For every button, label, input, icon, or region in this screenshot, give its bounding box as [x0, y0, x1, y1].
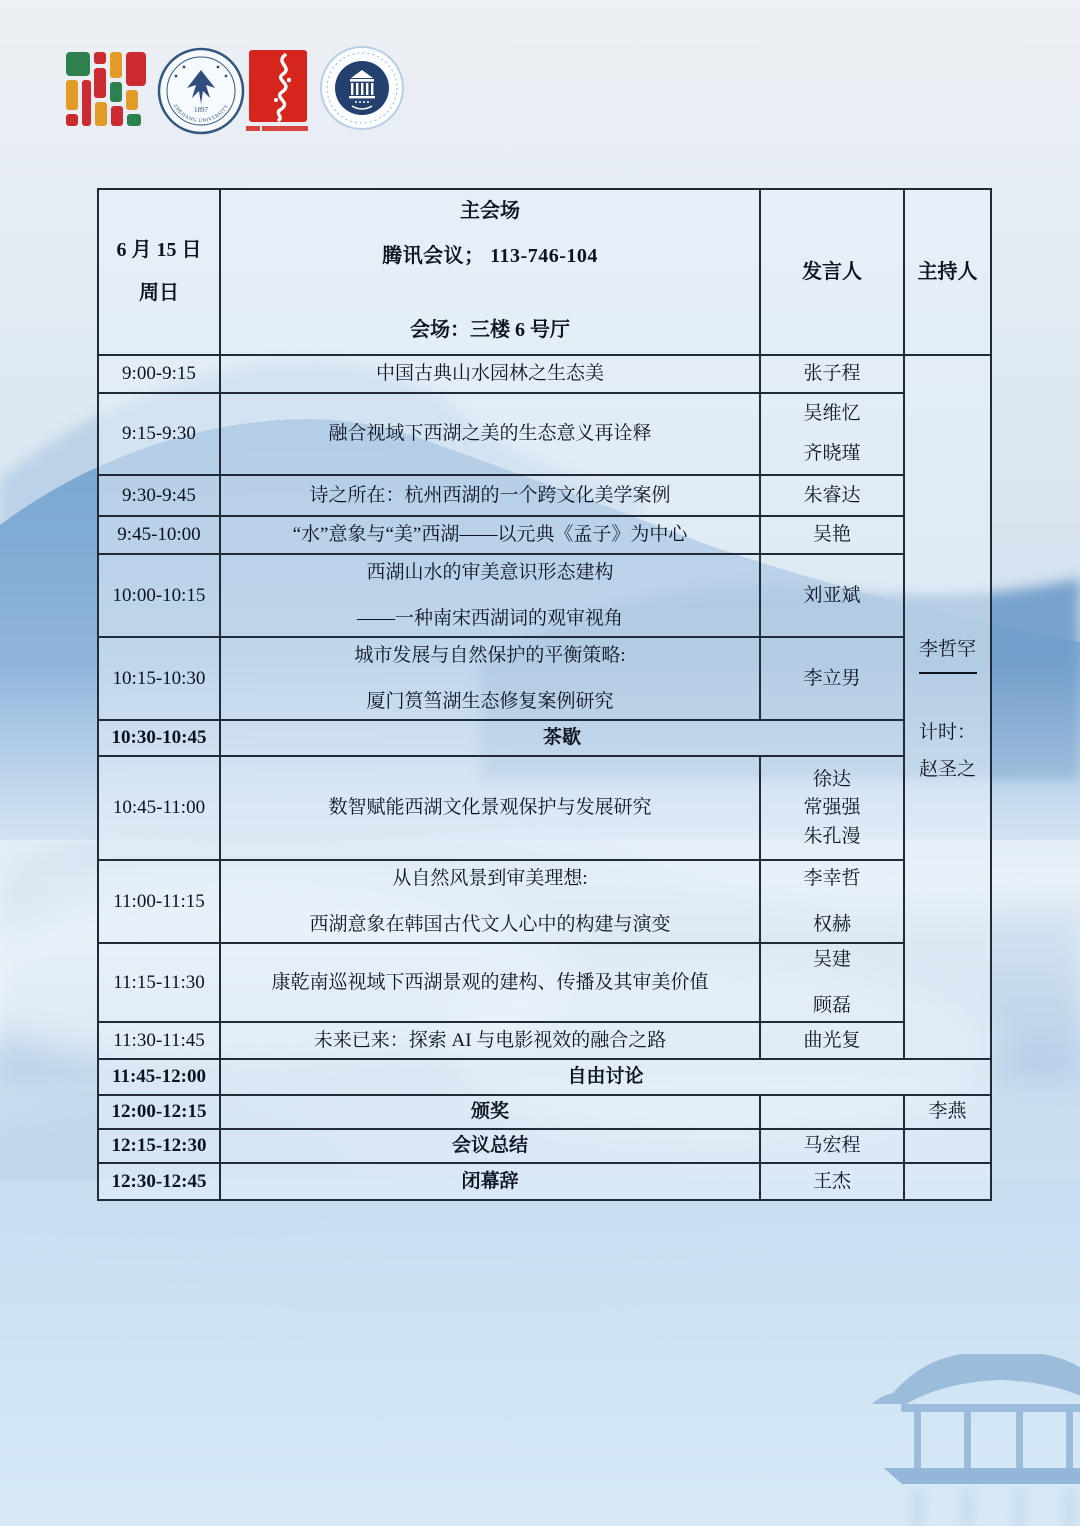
- speaker-cell: 张子程: [760, 355, 904, 393]
- speaker-cell: [760, 393, 904, 475]
- title-line: 城市发展与自然保护的平衡策略:: [354, 644, 626, 666]
- speaker-name: 常强强: [803, 797, 861, 819]
- schedule-row: [98, 943, 991, 1022]
- schedule-row: [98, 1022, 991, 1059]
- schedule-table: [97, 188, 992, 1201]
- break-cell: 茶歇: [220, 720, 904, 756]
- speaker-name: 权赫: [812, 913, 851, 935]
- schedule-row: [98, 637, 991, 720]
- schedule-row: [98, 516, 991, 554]
- schedule-row: [98, 475, 991, 516]
- title-line: 厦门筼筜湖生态修复案例研究: [366, 690, 614, 712]
- time-cell: 10:30-10:45: [98, 720, 220, 756]
- speaker-cell: [760, 943, 904, 1022]
- speaker-cell: [760, 860, 904, 943]
- date-cell: [98, 189, 220, 355]
- title-line: 西湖意象在韩国古代文人心中的构建与演变: [309, 913, 671, 935]
- title-cell: 颁奖: [220, 1095, 760, 1129]
- speaker-name: 顾磊: [812, 994, 851, 1016]
- title-line: 西湖山水的审美意识形态建构: [366, 561, 614, 583]
- speaker-cell: 吴艳: [760, 516, 904, 554]
- title-cell: [220, 860, 760, 943]
- host-cell: [904, 1163, 991, 1200]
- schedule-row-awards: [98, 1095, 991, 1129]
- meeting-id: 腾讯会议； 113-746-104: [382, 245, 598, 267]
- timer-label: 计时：: [918, 721, 976, 743]
- svg-text:1897: 1897: [194, 106, 208, 114]
- title-cell: 闭幕辞: [220, 1163, 760, 1200]
- time-cell: 10:45-11:00: [98, 756, 220, 860]
- speaker-cell: 李立男: [760, 637, 904, 720]
- speaker-name: 徐达: [812, 768, 851, 790]
- time-cell: 9:15-9:30: [98, 393, 220, 475]
- time-cell: 9:30-9:45: [98, 475, 220, 516]
- speaker-cell: [760, 756, 904, 860]
- host-cell: [904, 1129, 991, 1163]
- red-logo-caption: [246, 126, 308, 131]
- time-cell: 11:30-11:45: [98, 1022, 220, 1059]
- speaker-name: 齐晓瑾: [803, 443, 861, 464]
- schedule-row: [98, 860, 991, 943]
- title-cell: 融合视域下西湖之美的生态意义再诠释: [220, 393, 760, 475]
- speaker-name: 朱孔漫: [803, 825, 861, 847]
- time-cell: 12:15-12:30: [98, 1129, 220, 1163]
- schedule-row-discussion: [98, 1059, 991, 1095]
- time-cell: 12:30-12:45: [98, 1163, 220, 1200]
- schedule-row: [98, 355, 991, 393]
- host-merged-cell: [904, 355, 991, 1059]
- mosaic-culture-logo: [64, 50, 148, 128]
- discussion-cell: 自由讨论: [220, 1059, 991, 1095]
- speaker-cell: 王杰: [760, 1163, 904, 1200]
- title-line: 从自然风景到审美理想:: [392, 867, 588, 889]
- time-cell: 9:45-10:00: [98, 516, 220, 554]
- title-cell: 诗之所在：杭州西湖的一个跨文化美学案例: [220, 475, 760, 516]
- time-cell: 9:00-9:15: [98, 355, 220, 393]
- time-cell: 11:45-12:00: [98, 1059, 220, 1095]
- schedule-row-break: [98, 720, 991, 756]
- schedule-row-closing: [98, 1163, 991, 1200]
- speaker-cell: 曲光复: [760, 1022, 904, 1059]
- title-cell: [220, 554, 760, 637]
- date-line1: 6 月 15 日: [116, 239, 202, 261]
- title-cell: [220, 637, 760, 720]
- date-line2: 周日: [139, 282, 179, 304]
- host-name: 李哲罕: [918, 639, 976, 661]
- speaker-cell: 马宏程: [760, 1129, 904, 1163]
- title-cell: 未来已来：探索 AI 与电影视效的融合之路: [220, 1022, 760, 1059]
- time-cell: 12:00-12:15: [98, 1095, 220, 1129]
- speaker-cell: 朱睿达: [760, 475, 904, 516]
- host-column-header: 主持人: [904, 189, 991, 355]
- time-cell: 10:15-10:30: [98, 637, 220, 720]
- academy-round-seal: [318, 44, 406, 132]
- zhejiang-university-seal: [156, 46, 246, 136]
- venue-title: 主会场: [460, 200, 520, 222]
- red-calligraphy-logo: [249, 50, 307, 124]
- time-cell: 11:15-11:30: [98, 943, 220, 1022]
- speaker-cell: [760, 1095, 904, 1129]
- title-cell: “水”意象与“美”西湖——以元典《孟子》为中心: [220, 516, 760, 554]
- timer-name: 赵圣之: [918, 759, 976, 781]
- table-header-row: [98, 189, 991, 355]
- title-cell: 会议总结: [220, 1129, 760, 1163]
- host-cell: 李燕: [904, 1095, 991, 1129]
- speaker-name: 李幸哲: [803, 867, 861, 889]
- title-line: ——一种南宋西湖词的观审视角: [356, 607, 623, 629]
- schedule-row: [98, 393, 991, 475]
- room-info: 会场：三楼 6 号厅: [410, 319, 570, 341]
- venue-cell: [220, 189, 760, 355]
- host-divider-line: [919, 672, 977, 674]
- speaker-cell: 刘亚斌: [760, 554, 904, 637]
- time-cell: 10:00-10:15: [98, 554, 220, 637]
- schedule-row: [98, 554, 991, 637]
- speaker-column-header: 发言人: [760, 189, 904, 355]
- title-cell: 康乾南巡视域下西湖景观的建构、传播及其审美价值: [220, 943, 760, 1022]
- schedule-row-summary: [98, 1129, 991, 1163]
- speaker-name: 吴建: [812, 948, 851, 970]
- schedule-row: [98, 756, 991, 860]
- speaker-name: 吴维忆: [803, 403, 861, 425]
- svg-text:ZHEJIANG UNIVERSITY: ZHEJIANG UNIVERSITY: [171, 103, 231, 125]
- time-cell: 11:00-11:15: [98, 860, 220, 943]
- title-cell: 中国古典山水园林之生态美: [220, 355, 760, 393]
- title-cell: 数智赋能西湖文化景观保护与发展研究: [220, 756, 760, 860]
